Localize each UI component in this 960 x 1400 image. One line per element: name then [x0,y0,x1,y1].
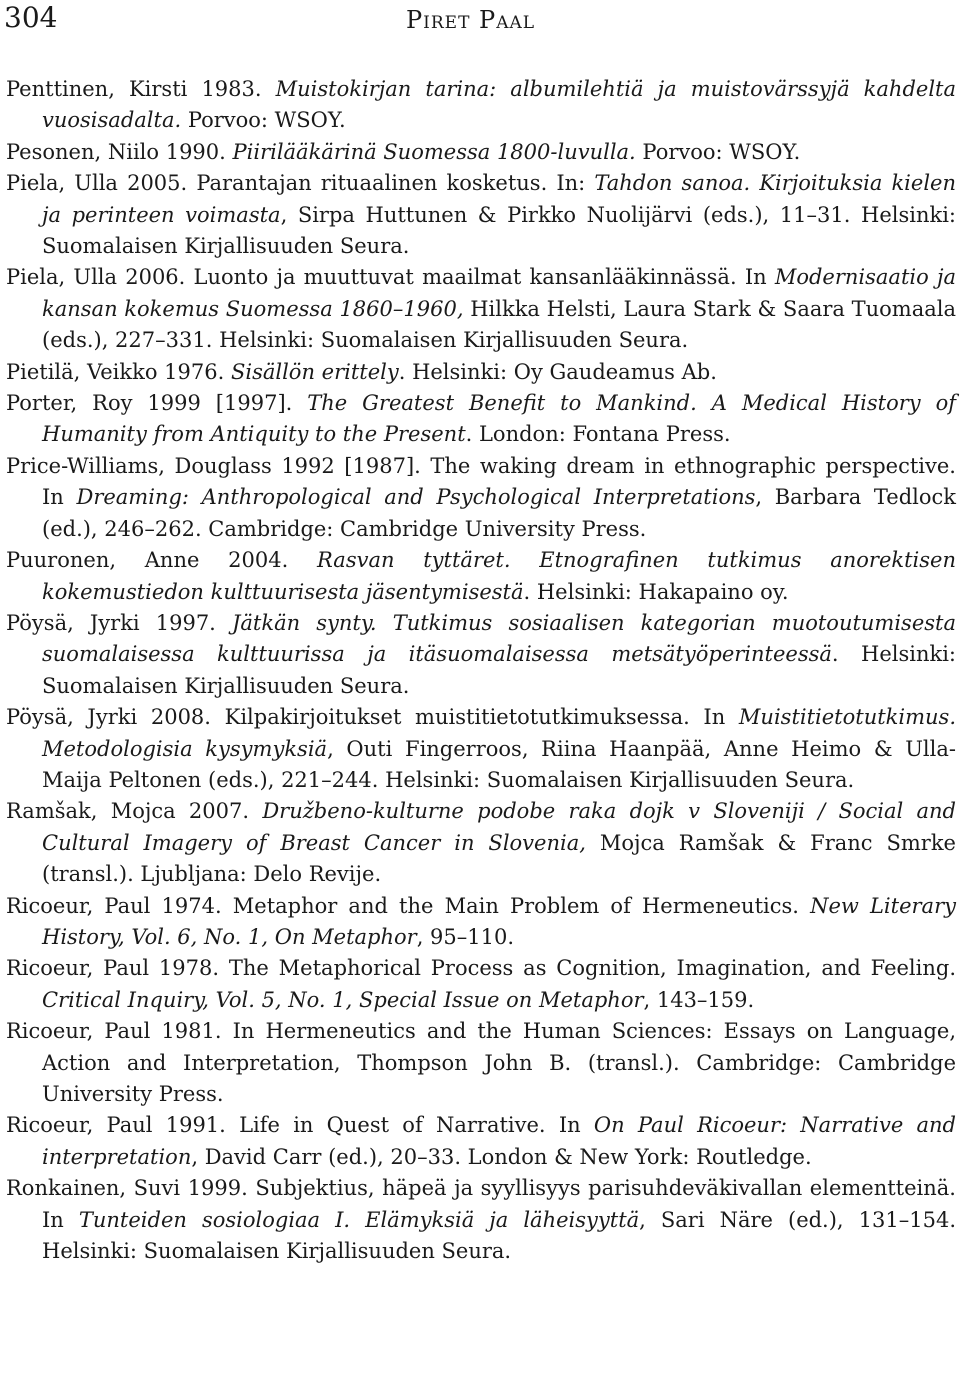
reference-entry [6,74,956,137]
reference-text: . Helsinki: Hakapaino oy. [523,579,789,604]
reference-text: Porter, Roy 1999 [1997]. [6,391,308,416]
reference-text: Piela, Ulla 2006. Luonto ja muuttuvat maailmat kansanlääkinnässä. In [6,265,775,290]
reference-entry [6,357,956,388]
reference-text: , Barbara Tedlock (ed.), 246–262. Cambridge: Cambridge University Press. [42,485,956,541]
reference-text: Pesonen, Niilo 1990. [6,139,233,164]
reference-title: Piirilääkärinä Suomessa 1800-luvulla. [232,139,636,164]
reference-text: Price-Williams, Douglass 1992 [1987]. The waking dream in ethnographic perspective. In [6,453,956,510]
reference-title: Družbeno-kulturne podobe raka dojk v Sloveniji / Social and Cultural Imagery of Breast Cancer in Slovenia, [42,799,956,855]
reference-text: , David Carr (ed.), 20–33. London & New York: Routledge. [191,1144,812,1169]
reference-text: Ramšak, Mojca 2007. [6,799,263,824]
reference-text: . Helsinki: Suomalaisen Kirjallisuuden Seura. [42,642,957,698]
running-head: Piret Paal [406,6,536,34]
reference-text: Ricoeur, Paul 1974. Metaphor and the Main Problem of Hermeneutics. [6,893,811,918]
reference-text: , 143–159. [643,987,755,1012]
reference-entry [6,608,956,702]
reference-text: Pietilä, Veikko 1976. [6,359,231,384]
reference-text: . Helsinki: Oy Gaudeamus Ab. [398,359,717,384]
reference-text: Ricoeur, Paul 1981. In Hermeneutics and the Human Sciences: Essays on Language, Action and Interpretation, Thompson John B. (transl.). Cambridge: Cambridge University Press. [6,1019,956,1106]
reference-text: Porvoo: WSOY. [635,139,801,164]
reference-entry [6,137,956,168]
reference-title: The Greatest Benefit to Mankind. A Medical History of Humanity from Antiquity to the Present [42,391,957,447]
reference-text: Mojca Ramšak & Franc Smrke (transl.). Ljubljana: Delo Revije. [42,830,956,887]
reference-text: Puuronen, Anne 2004. [6,548,317,573]
reference-title: Rasvan tyttäret. Etnografinen tutkimus anorektisen kokemustiedon kulttuurisesta jäsentymisestä [42,548,956,604]
reference-text: Pöysä, Jyrki 2008. Kilpakirjoitukset muistitietotutkimuksessa. In [6,705,739,730]
reference-list [6,74,956,1267]
reference-title: Muistitietotutkimus. Metodologisia kysymyksiä [42,705,956,761]
reference-title: New Literary History, Vol. 6, No. 1, On Metaphor [42,893,956,949]
reference-entry [6,451,956,545]
reference-title: Tahdon sanoa. Kirjoituksia kielen ja perinteen voimasta [42,171,956,227]
reference-text: , Sari Näre (ed.), 131–154. Helsinki: Suomalaisen Kirjallisuuden Seura. [42,1207,956,1264]
reference-text: Ricoeur, Paul 1978. The Metaphorical Process as Cognition, Imagination, and Feeling. [6,956,956,981]
reference-entry [6,388,956,451]
reference-text: Piela, Ulla 2005. Parantajan rituaalinen kosketus. In: [6,171,595,196]
reference-text: , Sirpa Huttunen & Pirkko Nuolijärvi (eds.), 11–31. Helsinki: Suomalaisen Kirjallisuuden Seura. [42,202,956,259]
reference-text: Hilkka Helsti, Laura Stark & Saara Tuomaala (eds.), 227–331. Helsinki: Suomalaisen Kirjallisuuden Seura. [42,296,956,353]
reference-entry [6,1173,956,1267]
reference-entry [6,1110,956,1173]
reference-text: , 95–110. [416,924,515,949]
reference-entry [6,953,956,1016]
reference-text: , Outi Fingerroos, Riina Haanpää, Anne Heimo & Ulla-Maija Peltonen (eds.), 221–244. Helsinki: Suomalaisen Kirjallisuuden Seura. [42,736,956,792]
reference-title: Modernisaatio ja kansan kokemus Suomessa 1860–1960, [42,265,956,321]
reference-title: Tunteiden sosiologiaa I. Elämyksiä ja läheisyyttä [78,1207,640,1232]
reference-title: On Paul Ricoeur: Narrative and interpretation [42,1113,956,1169]
reference-text: Pöysä, Jyrki 1997. [6,610,232,635]
reference-entry [6,702,956,796]
reference-entry [6,796,956,890]
reference-text: Ronkainen, Suvi 1999. Subjektius, häpeä ja syyllisyys parisuhdeväkivallan elementteinä. In [6,1176,956,1232]
reference-title: Dreaming: Anthropological and Psychological Interpretations [76,485,756,510]
reference-title: Sisällön erittely [230,359,399,384]
reference-entry [6,168,956,262]
reference-title: Muistokirjan tarina: albumilehtiä ja muistovärssyjä kahdelta vuosisadalta. [42,77,956,133]
reference-text: Porvoo: WSOY. [181,108,346,133]
reference-entry [6,1016,956,1110]
reference-text: Ricoeur, Paul 1991. Life in Quest of Narrative. In [6,1113,594,1138]
reference-text: . London: Fontana Press. [465,422,731,447]
reference-entry [6,262,956,356]
reference-entry [6,891,956,954]
page-number: 304 [4,1,58,34]
reference-title: Critical Inquiry, Vol. 5, No. 1, Special Issue on Metaphor [42,987,644,1012]
page-header [0,0,960,40]
reference-entry [6,545,956,608]
reference-text: Penttinen, Kirsti 1983. [6,77,276,101]
reference-title: Jätkän synty. Tutkimus sosiaalisen kategorian muotoutumisesta suomalaisessa kulttuurissa ja itäsuomalaisessa metsätyöperinteessä [42,610,957,667]
